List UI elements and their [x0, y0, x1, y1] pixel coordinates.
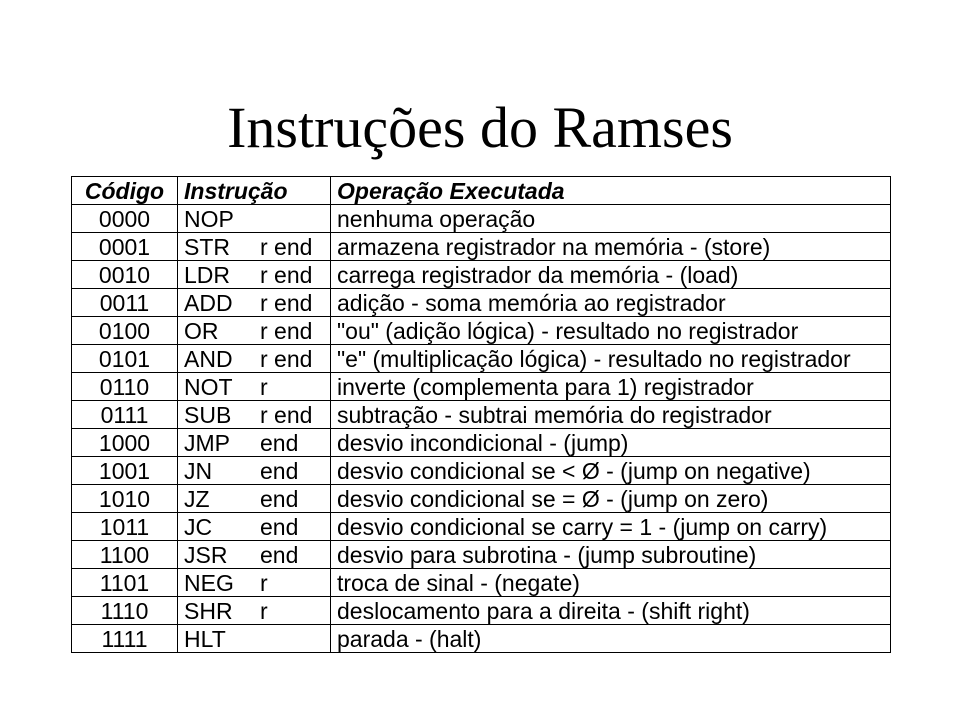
table-row — [72, 233, 891, 261]
instruction-table — [71, 176, 891, 653]
cell-instruction — [178, 345, 331, 373]
instruction-mnemonic: AND — [184, 345, 233, 372]
table-row — [72, 513, 891, 541]
table-row — [72, 261, 891, 289]
instruction-mnemonic: JMP — [184, 429, 230, 456]
cell-instruction — [178, 261, 331, 289]
cell-instruction — [178, 457, 331, 485]
page-title: Instruções do Ramses — [227, 95, 733, 160]
instruction-mnemonic: HLT — [184, 625, 226, 652]
cell-operation: deslocamento para a direita - (shift right) — [331, 597, 891, 625]
table-row — [72, 541, 891, 569]
instruction-operands: r end — [260, 401, 313, 428]
header-operation: Operação Executada — [331, 177, 891, 205]
instruction-mnemonic: SUB — [184, 401, 232, 428]
cell-code: 0110 — [72, 373, 178, 401]
instruction-mnemonic: OR — [184, 317, 219, 344]
cell-instruction — [178, 541, 331, 569]
instruction-operands: end — [260, 429, 299, 456]
instruction-mnemonic: NOT — [184, 373, 233, 400]
cell-operation: parada - (halt) — [331, 625, 891, 653]
instruction-mnemonic: JSR — [184, 541, 228, 568]
cell-operation: desvio condicional se carry = 1 - (jump on carry) — [331, 513, 891, 541]
table-row — [72, 205, 891, 233]
instruction-operands: r end — [260, 233, 313, 260]
instruction-operands: r — [260, 373, 268, 400]
cell-operation: nenhuma operação — [331, 205, 891, 233]
header-code: Código — [72, 177, 178, 205]
cell-operation: subtração - subtrai memória do registrador — [331, 401, 891, 429]
cell-instruction — [178, 485, 331, 513]
instruction-mnemonic: ADD — [184, 289, 233, 316]
cell-instruction — [178, 317, 331, 345]
table-row — [72, 401, 891, 429]
instruction-operands: r end — [260, 261, 313, 288]
cell-code: 1111 — [72, 625, 178, 653]
cell-code: 1011 — [72, 513, 178, 541]
cell-instruction — [178, 569, 331, 597]
cell-code: 0111 — [72, 401, 178, 429]
table-row — [72, 317, 891, 345]
cell-instruction — [178, 597, 331, 625]
instruction-mnemonic: STR — [184, 233, 230, 260]
instruction-mnemonic: JN — [184, 457, 213, 484]
instruction-operands: end — [260, 457, 299, 484]
instruction-mnemonic: SHR — [184, 597, 233, 624]
instruction-mnemonic: JC — [184, 513, 213, 540]
instruction-operands: r end — [260, 317, 313, 344]
cell-instruction — [178, 373, 331, 401]
instruction-operands: r end — [260, 289, 313, 316]
table-row — [72, 485, 891, 513]
table-row — [72, 289, 891, 317]
table-row — [72, 429, 891, 457]
table-row — [72, 457, 891, 485]
cell-operation: desvio condicional se = Ø - (jump on zero) — [331, 485, 891, 513]
cell-code: 0000 — [72, 205, 178, 233]
cell-code: 1000 — [72, 429, 178, 457]
cell-operation: "ou" (adição lógica) - resultado no registrador — [331, 317, 891, 345]
instruction-mnemonic: NEG — [184, 569, 234, 596]
cell-operation: desvio para subrotina - (jump subroutine) — [331, 541, 891, 569]
cell-code: 1010 — [72, 485, 178, 513]
instruction-operands: end — [260, 485, 299, 512]
instruction-mnemonic: LDR — [184, 261, 231, 288]
cell-instruction — [178, 625, 331, 653]
cell-code: 0010 — [72, 261, 178, 289]
cell-instruction — [178, 513, 331, 541]
cell-instruction — [178, 205, 331, 233]
instruction-mnemonic: JZ — [184, 485, 210, 512]
table-row — [72, 597, 891, 625]
cell-operation: desvio incondicional - (jump) — [331, 429, 891, 457]
cell-operation: armazena registrador na memória - (store) — [331, 233, 891, 261]
instruction-operands: end — [260, 541, 299, 568]
instruction-operands: r end — [260, 345, 313, 372]
cell-code: 0101 — [72, 345, 178, 373]
cell-operation: troca de sinal - (negate) — [331, 569, 891, 597]
table-row — [72, 345, 891, 373]
cell-code: 1110 — [72, 597, 178, 625]
instruction-operands: r — [260, 569, 268, 596]
cell-operation: carrega registrador da memória - (load) — [331, 261, 891, 289]
cell-code: 0011 — [72, 289, 178, 317]
cell-instruction — [178, 429, 331, 457]
cell-instruction — [178, 233, 331, 261]
table-header-row — [72, 177, 891, 205]
cell-operation: inverte (complementa para 1) registrador — [331, 373, 891, 401]
instruction-operands: end — [260, 513, 299, 540]
instruction-operands: r — [260, 597, 268, 624]
cell-operation: desvio condicional se < Ø - (jump on negative) — [331, 457, 891, 485]
table-row — [72, 625, 891, 653]
cell-code: 0100 — [72, 317, 178, 345]
header-instruction: Instrução — [178, 177, 331, 205]
cell-instruction — [178, 289, 331, 317]
cell-code: 1100 — [72, 541, 178, 569]
table-row — [72, 569, 891, 597]
table-row — [72, 373, 891, 401]
cell-code: 1101 — [72, 569, 178, 597]
cell-code: 1001 — [72, 457, 178, 485]
cell-operation: adição - soma memória ao registrador — [331, 289, 891, 317]
cell-code: 0001 — [72, 233, 178, 261]
cell-instruction — [178, 401, 331, 429]
cell-operation: "e" (multiplicação lógica) - resultado no registrador — [331, 345, 891, 373]
instruction-mnemonic: NOP — [184, 205, 234, 232]
